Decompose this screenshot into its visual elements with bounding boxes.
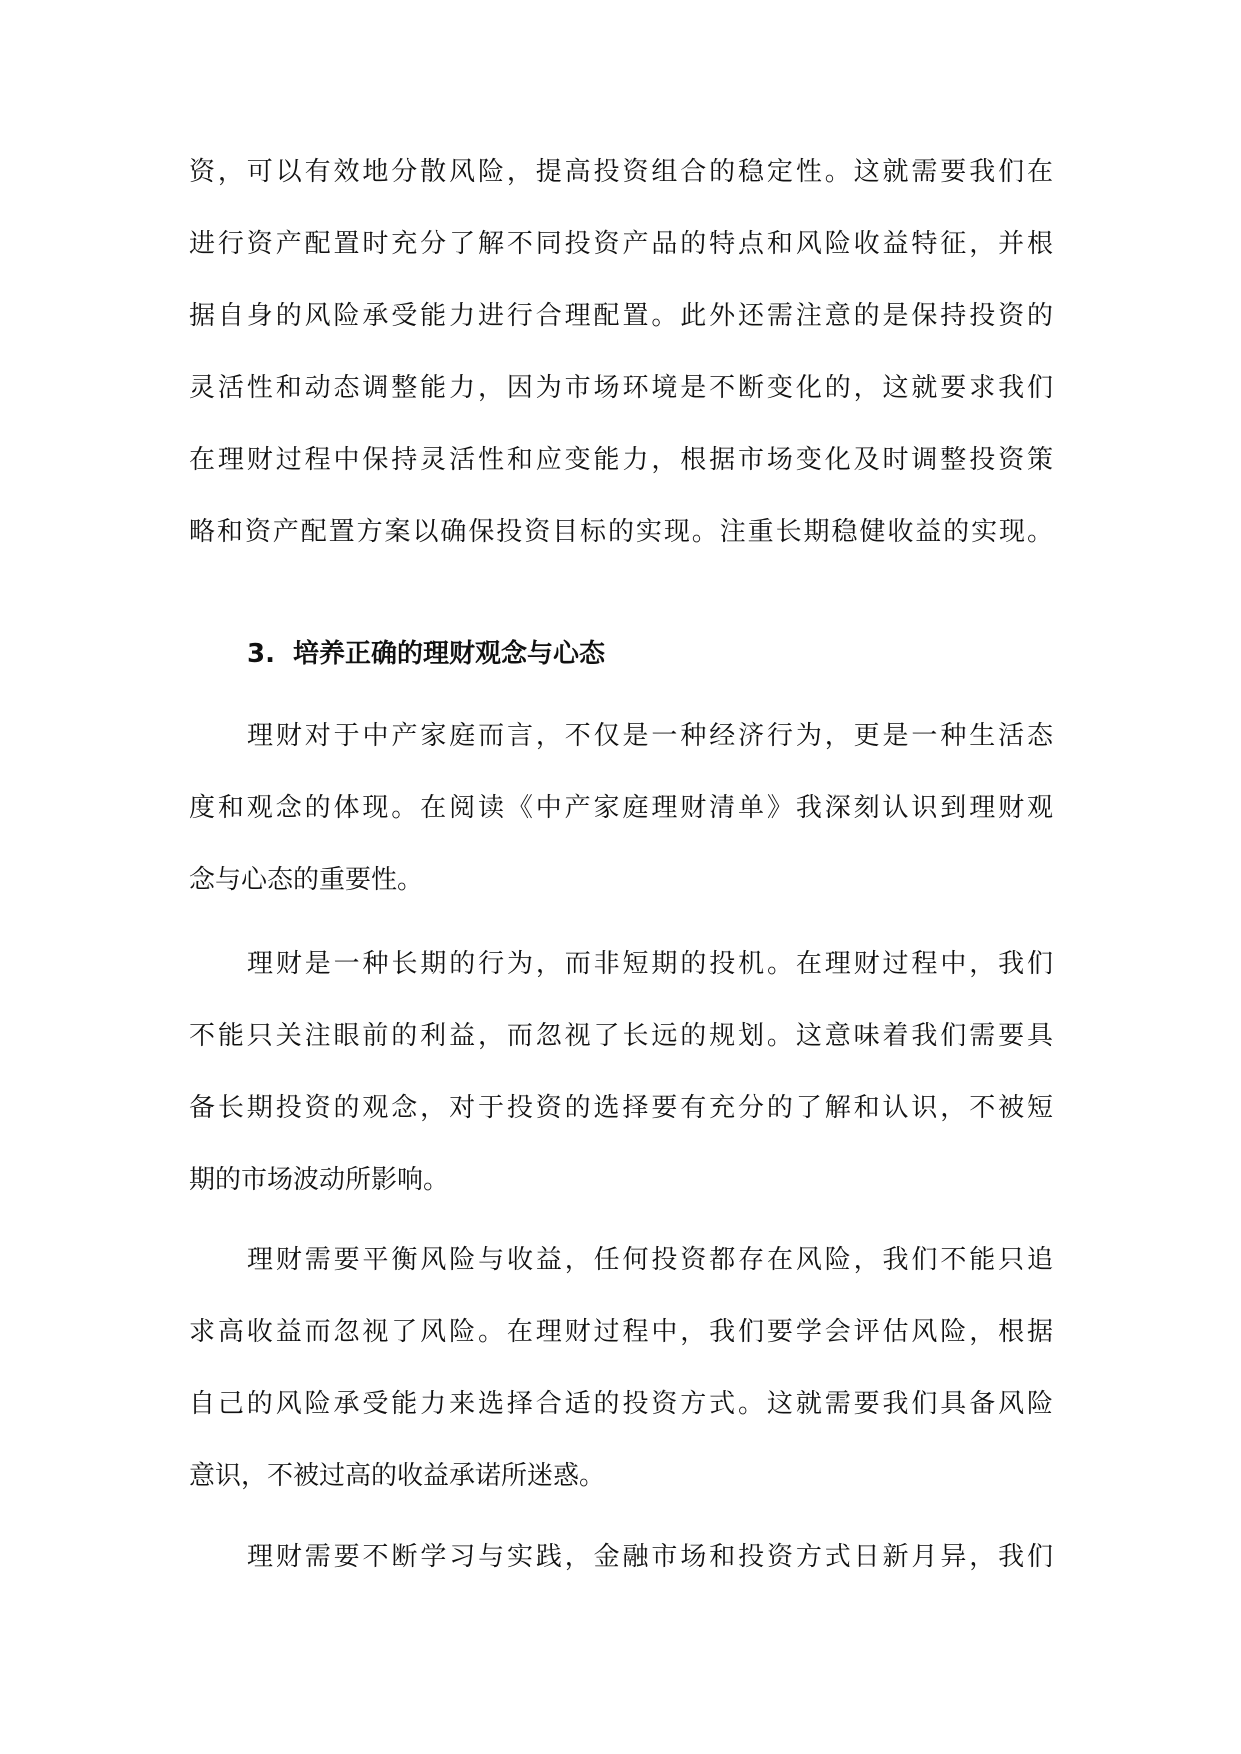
paragraph-line: 期的市场波动所影响。	[189, 1165, 450, 1195]
paragraph-line: 据自身的风险承受能力进行合理配置。此外还需注意的是保持投资的	[189, 301, 1053, 331]
paragraph-line: 灵活性和动态调整能力，因为市场环境是不断变化的，这就要求我们	[189, 373, 1053, 403]
paragraph-line: 理财是一种长期的行为，而非短期的投机。在理财过程中，我们	[247, 949, 1053, 979]
paragraph-line: 求高收益而忽视了风险。在理财过程中，我们要学会评估风险，根据	[189, 1317, 1053, 1347]
paragraph-line: 备长期投资的观念，对于投资的选择要有充分的了解和认识，不被短	[189, 1093, 1053, 1123]
paragraph-line: 理财需要不断学习与实践，金融市场和投资方式日新月异，我们	[247, 1542, 1053, 1572]
paragraph-line: 度和观念的体现。在阅读《中产家庭理财清单》我深刻认识到理财观	[189, 793, 1053, 823]
section-number: 3.	[247, 639, 275, 669]
paragraph-line: 在理财过程中保持灵活性和应变能力，根据市场变化及时调整投资策	[189, 445, 1053, 475]
paragraph-line: 理财需要平衡风险与收益，任何投资都存在风险，我们不能只追	[247, 1245, 1053, 1275]
paragraph-line: 不能只关注眼前的利益，而忽视了长远的规划。这意味着我们需要具	[189, 1021, 1053, 1051]
paragraph-line: 念与心态的重要性。	[189, 865, 424, 895]
paragraph-line: 意识，不被过高的收益承诺所迷惑。	[189, 1461, 606, 1491]
section-heading	[247, 634, 1111, 674]
paragraph-line: 理财对于中产家庭而言，不仅是一种经济行为，更是一种生活态	[247, 721, 1053, 751]
paragraph-line: 进行资产配置时充分了解不同投资产品的特点和风险收益特征，并根	[189, 229, 1053, 259]
section-title: 培养正确的理财观念与心态	[292, 639, 605, 669]
paragraph-line: 略和资产配置方案以确保投资目标的实现。注重长期稳健收益的实现。	[189, 517, 1053, 547]
paragraph-line: 资，可以有效地分散风险，提高投资组合的稳定性。这就需要我们在	[189, 157, 1053, 187]
paragraph-line: 自己的风险承受能力来选择合适的投资方式。这就需要我们具备风险	[189, 1389, 1053, 1419]
